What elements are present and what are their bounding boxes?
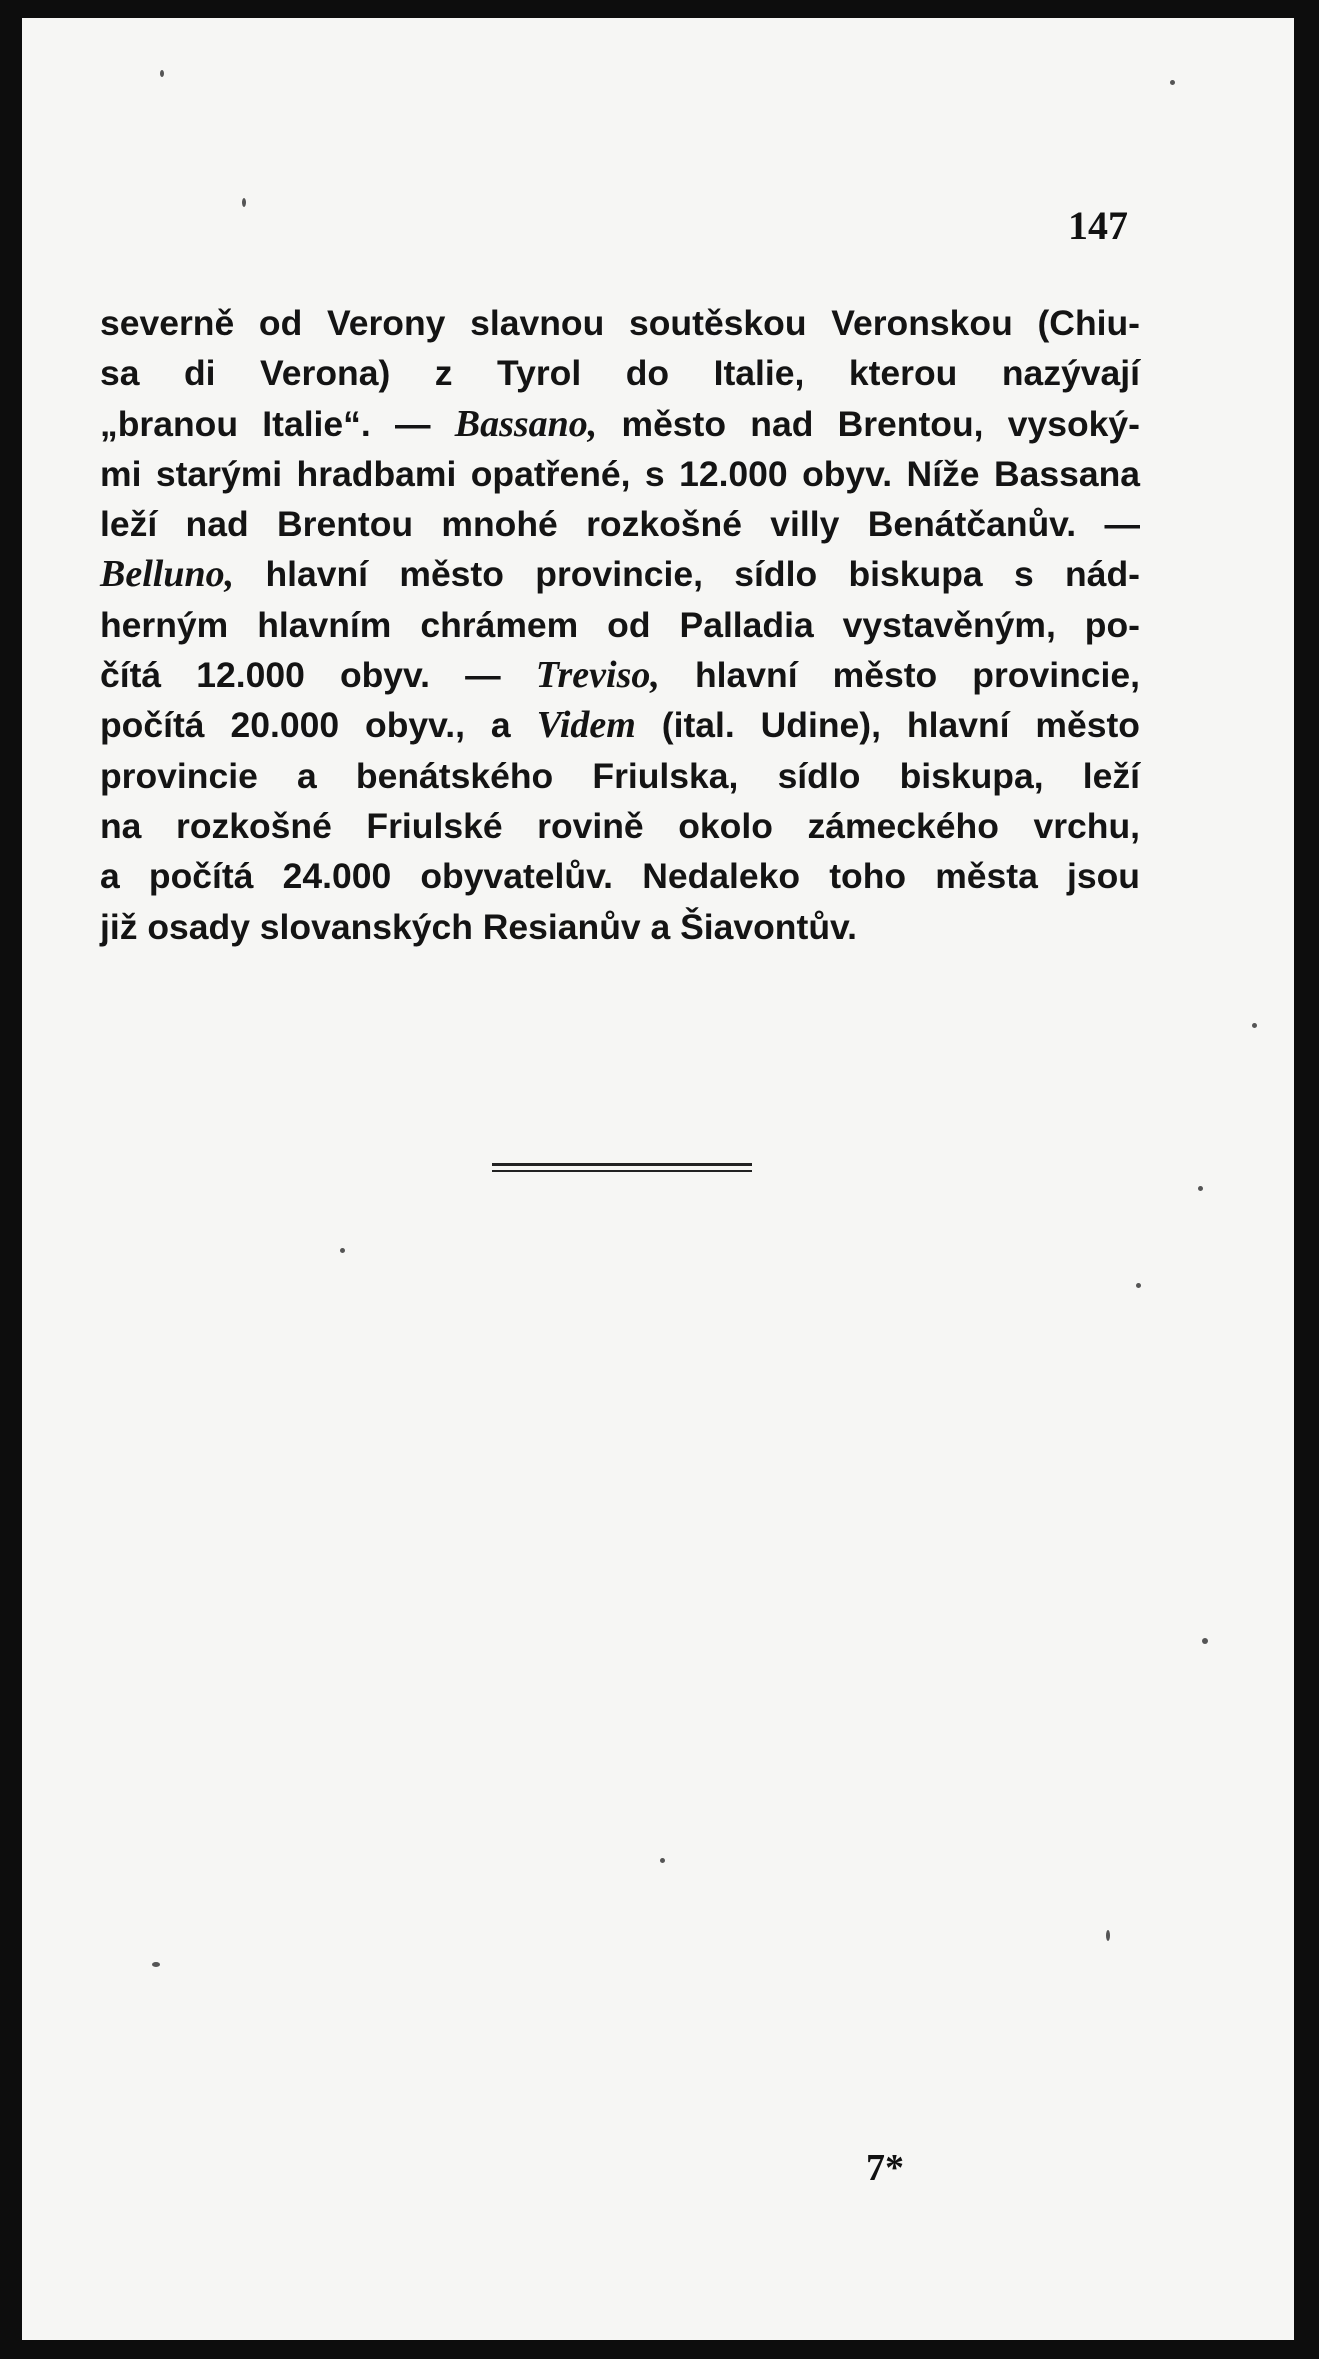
place-name: Belluno,	[100, 553, 235, 596]
text-segment: hlavní město provincie,	[659, 655, 1140, 696]
paper-speck	[1198, 1186, 1203, 1191]
place-name: Videm	[536, 704, 636, 747]
text-line	[100, 348, 1140, 398]
text-line	[100, 650, 1140, 700]
text-line	[100, 600, 1140, 650]
place-name: Treviso,	[535, 654, 660, 697]
paper-speck	[242, 198, 246, 207]
page-number: 147	[1068, 203, 1128, 248]
text-line	[100, 449, 1140, 499]
paper-speck	[660, 1858, 665, 1863]
paper-speck	[160, 70, 164, 77]
book-page	[22, 18, 1294, 2340]
text-line	[100, 851, 1140, 901]
place-name: Bassano,	[454, 402, 598, 445]
body-text	[100, 298, 1140, 952]
text-line	[100, 549, 1140, 599]
text-segment: herným hlavním chrámem od Palladia vystavěným, po-	[100, 604, 1140, 645]
text-line	[100, 801, 1140, 851]
text-segment: (ital. Udine), hlavní město	[635, 705, 1140, 746]
text-segment: „branou Italie“. —	[100, 403, 455, 444]
printer-signature: 7*	[866, 2147, 904, 2189]
text-segment: sa di Verona) z Tyrol do Italie, kterou nazývají	[100, 353, 1140, 394]
text-segment: počítá 20.000 obyv., a	[100, 705, 537, 746]
paper-speck	[1136, 1283, 1141, 1288]
text-segment: město nad Brentou, vysoký-	[597, 403, 1140, 444]
text-segment: leží nad Brentou mnohé rozkošné villy Benátčanův. —	[100, 504, 1140, 545]
text-segment: čítá 12.000 obyv. —	[100, 655, 536, 696]
text-segment: již osady slovanských Resianův a Šiavontův.	[100, 906, 857, 947]
paper-speck	[152, 1962, 160, 1967]
text-segment: a počítá 24.000 obyvatelův. Nedaleko toho města jsou	[100, 856, 1140, 897]
text-line	[100, 751, 1140, 801]
paper-speck	[1252, 1023, 1257, 1028]
section-divider	[492, 1163, 752, 1172]
paper-speck	[1170, 80, 1175, 85]
text-line	[100, 399, 1140, 449]
text-segment: hlavní město provincie, sídlo biskupa s nád-	[234, 554, 1140, 595]
paper-speck	[1106, 1930, 1110, 1941]
text-segment: na rozkošné Friulské rovině okolo zámeckého vrchu,	[100, 805, 1140, 846]
text-segment: severně od Verony slavnou soutěskou Veronskou (Chiu-	[100, 303, 1140, 343]
text-line	[100, 499, 1140, 549]
text-line	[100, 700, 1140, 750]
text-segment: mi starými hradbami opatřené, s 12.000 obyv. Níže Bassana	[100, 453, 1140, 494]
text-segment: provincie a benátského Friulska, sídlo biskupa, leží	[100, 755, 1140, 796]
paper-speck	[340, 1248, 345, 1253]
text-line	[100, 902, 1140, 952]
paper-speck	[1202, 1638, 1208, 1644]
text-line	[100, 298, 1140, 348]
